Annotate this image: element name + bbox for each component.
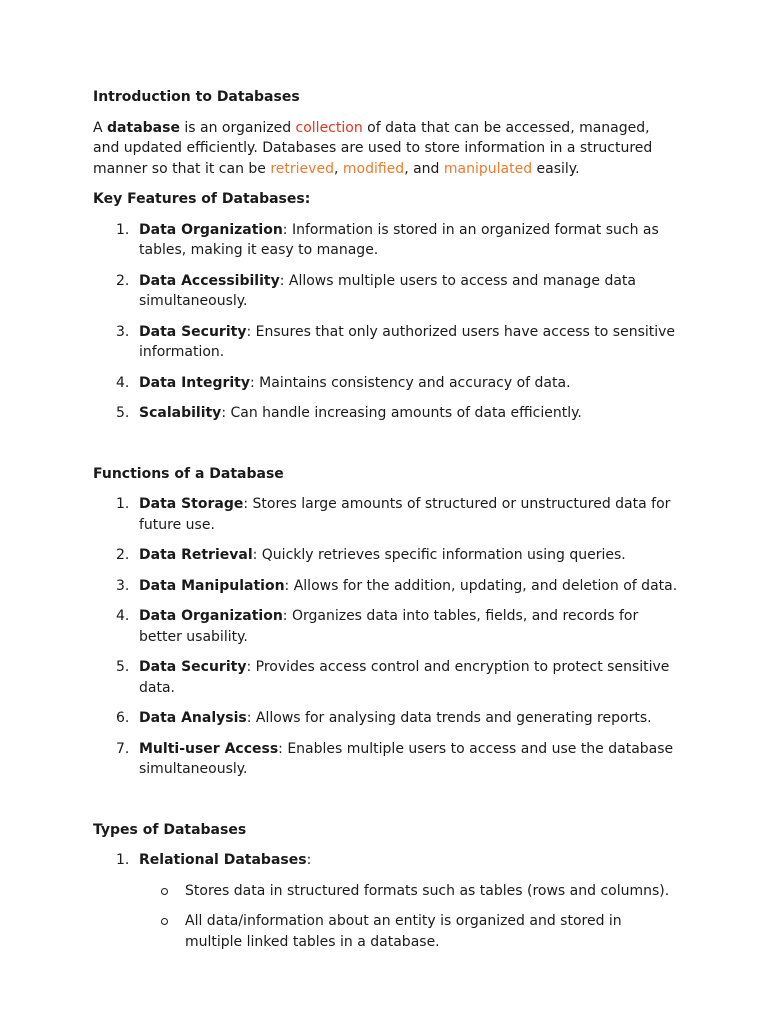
list-number: 1. [116,496,130,512]
list-item [93,708,678,729]
list-number: 2. [116,547,130,563]
list-item [93,403,678,424]
list-term: Data Security [139,323,247,340]
list-term: Data Organization [139,608,283,624]
intro-paragraph [93,118,678,180]
list-item [93,576,678,597]
intro-text-comma: , [333,160,343,177]
hollow-bullet-icon [161,888,168,895]
list-item [93,739,678,780]
types-list [93,850,678,952]
section-spacer [93,434,678,464]
list-term: Multi-user Access [139,740,279,757]
list-term: Data Integrity [139,374,250,391]
list-term: Data Organization [139,221,283,238]
sub-list-text: Stores data in structured formats such as tables (rows and columns). [185,882,670,899]
list-term: Relational Databases [139,852,307,868]
list-number: 5. [116,405,130,421]
types-heading: Types of Databases [93,821,247,838]
list-item [93,373,678,394]
list-desc: : [306,852,312,868]
list-number: 1. [116,221,130,238]
intro-term-database: database [107,119,180,136]
intro-highlight-manipulated: manipulated [443,160,533,177]
intro-highlight-collection: collection [295,119,363,136]
functions-list [93,494,678,780]
list-number: 5. [116,659,130,675]
section-spacer [93,790,678,820]
list-item [93,494,678,535]
list-number: 4. [116,608,130,624]
list-term: Data Accessibility [139,272,280,289]
list-item [93,545,678,566]
intro-text-rest: of data that can be accessed, managed, and updated efficiently. Databases are used to store information in a structured manner so that it can be [93,119,653,177]
intro-text-is: is an organized [179,119,296,136]
list-item [93,220,678,261]
list-desc: : Information is stored in an organized format such as tables, making it easy to manage. [139,221,659,258]
list-desc: : Maintains consistency and accuracy of data. [250,374,571,391]
list-number: 2. [116,272,130,289]
list-item [93,322,678,363]
list-number: 3. [116,323,130,340]
list-desc: : Allows for analysing data trends and generating reports. [246,710,652,726]
list-item [93,606,678,647]
features-heading: Key Features of Databases: [93,191,311,207]
sub-list-item [139,911,678,952]
list-desc: : Organizes data into tables, fields, and records for better usability. [139,608,639,645]
list-term: Data Security [139,659,247,675]
list-desc: : Allows for the addition, updating, and deletion of data. [284,577,678,594]
list-item [93,657,678,698]
list-item [93,271,678,312]
list-desc: : Enables multiple users to access and use the database simultaneously. [139,740,674,777]
intro-heading: Introduction to Databases [93,89,300,105]
list-term: Data Manipulation [139,577,285,594]
list-desc: : Quickly retrieves specific information using queries. [252,547,626,563]
hollow-bullet-icon [161,918,168,925]
list-number: 6. [116,710,130,726]
list-desc: : Can handle increasing amounts of data efficiently. [221,405,582,421]
list-number: 4. [116,374,130,391]
sub-bullet-list [139,881,678,953]
functions-heading: Functions of a Database [93,465,284,482]
features-list [93,220,678,424]
sub-list-text: All data/information about an entity is organized and stored in multiple linked tables in a database. [185,913,622,950]
list-number: 1. [116,852,130,868]
list-term: Data Storage [139,496,244,512]
sub-list-item [139,881,678,902]
list-item [93,850,678,952]
intro-text-a: A [93,119,108,136]
intro-text-easily: easily. [532,160,580,177]
intro-highlight-modified: modified [342,160,405,177]
list-term: Data Analysis [139,710,247,726]
list-desc: : Provides access control and encryption to protect sensitive data. [139,659,670,696]
intro-highlight-retrieved: retrieved [270,160,334,177]
list-desc: : Stores large amounts of structured or unstructured data for future use. [139,496,671,533]
list-term: Data Retrieval [139,547,253,563]
intro-text-and: , and [404,160,444,177]
list-term: Scalability [139,405,222,421]
list-number: 3. [116,577,130,594]
list-number: 7. [116,740,130,757]
list-desc: : Allows multiple users to access and manage data simultaneously. [139,272,636,309]
list-desc: : Ensures that only authorized users have access to sensitive information. [139,323,676,360]
